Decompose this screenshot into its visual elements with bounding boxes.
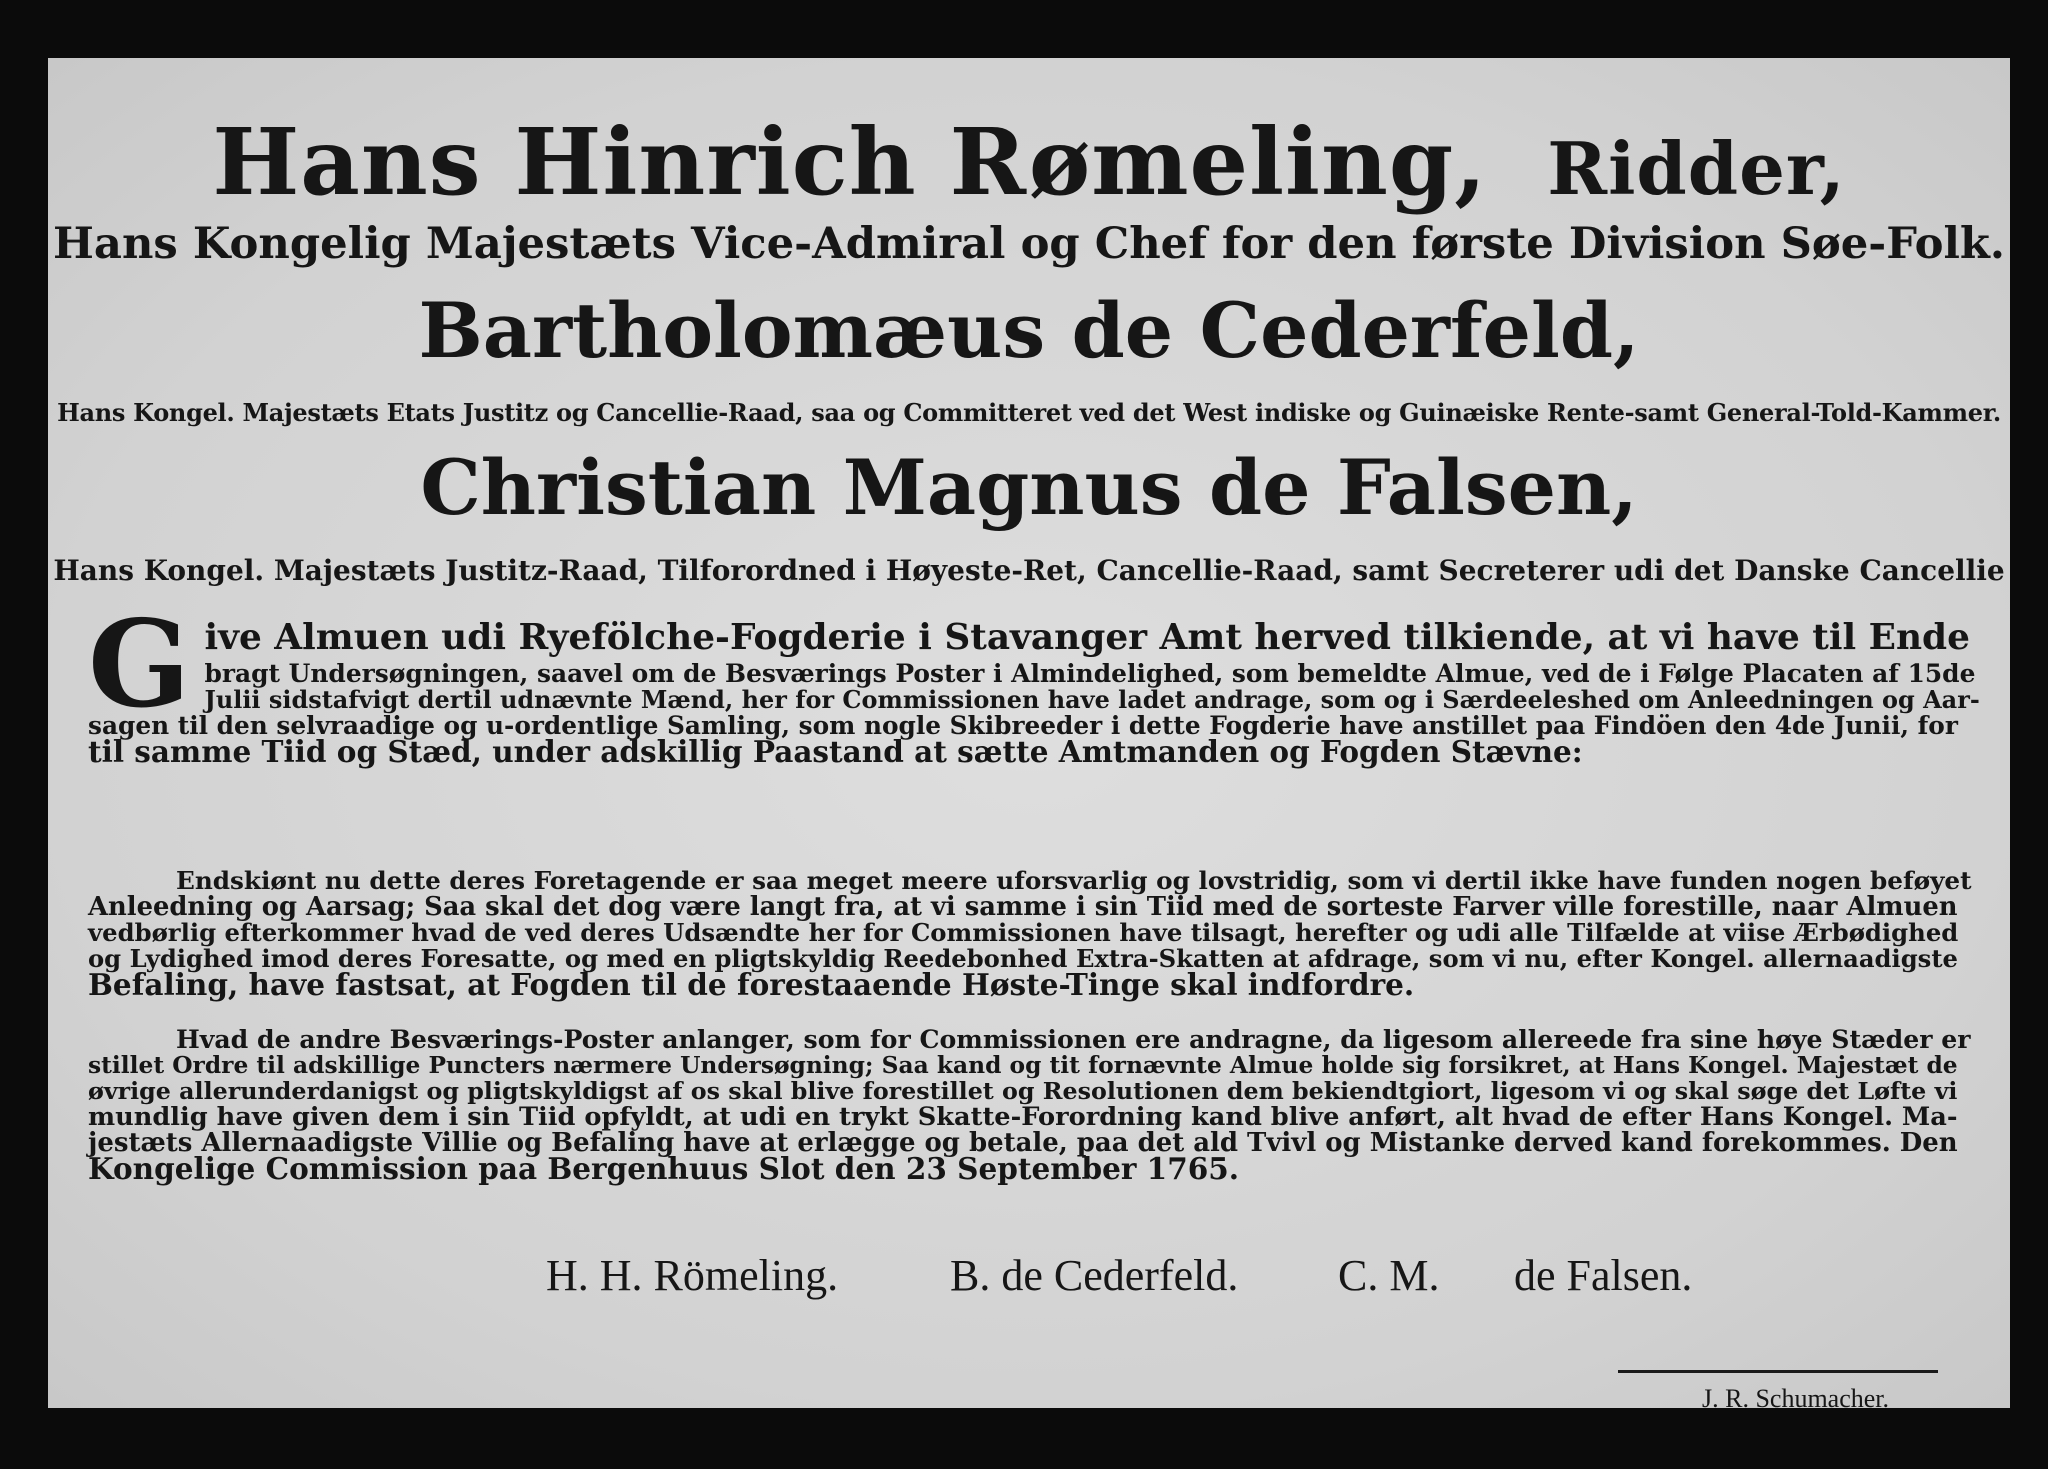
text-line: sagen til den selvraadige og u-ordentlige Samling, som nogle Skibreeder i dette Fogderie have anstillet paa Findöen den 4de Junii, for xyxy=(88,711,1958,740)
paragraph-1 xyxy=(88,594,1980,769)
text-line xyxy=(88,1024,1971,1054)
printer-rule xyxy=(1618,1370,1938,1373)
text-line: til samme Tiid og Stæd, under adskillig Paastand at sætte Amtmanden og Fogden Stævne: xyxy=(88,734,1583,769)
document-sheet xyxy=(48,58,2010,1413)
text-line-content: Endskiønt nu dette deres Foretagende er saa meget meere uforsvarlig og lovstridig, som vi dertil ikke have funden nogen beføyet xyxy=(176,866,1972,895)
text-line: jestæts Allernaadigste Villie og Befaling have at erlægge og betale, paa det ald Tvivl og Mistanke derved kand forekommes. Den xyxy=(88,1128,1958,1158)
text-line: Julii sidstafvigt dertil udnævnte Mænd, her for Commissionen have ladet andrage, som og i Særdeeleshed om Anleedningen og Aar- xyxy=(204,686,1980,714)
text-line: Befaling, have fastsat, at Fogden til de forestaaende Høste-Tinge skal indfordre. xyxy=(88,967,1415,1002)
text-line xyxy=(88,866,1972,895)
signature-romeling: H. H. Römeling. xyxy=(546,1251,839,1300)
text-line: Kongelige Commission paa Bergenhuus Slot den 23 September 1765. xyxy=(88,1151,1240,1186)
paragraph-3 xyxy=(88,1024,1971,1186)
text-line: mundlig have given dem i sin Tiid opfyldt, at udi en trykt Skatte-Forordning kand blive anført, alt hvad de efter Hans Kongel. Ma- xyxy=(88,1102,1958,1132)
text-line: og Lydighed imod deres Foresatte, og med en pligtskyldig Reedebonhed Extra-Skatten at afdrage, som vi nu, efter Kongel. allernaadigste xyxy=(88,944,1958,973)
drop-cap: G xyxy=(88,594,191,735)
title-falsen: Hans Kongel. Majestæts Justitz-Raad, Tilforordned i Høyeste-Ret, Cancellie-Raad, samt Secreterer udi det Danske Cancellie xyxy=(53,554,2005,587)
heading-name-falsen: Christian Magnus de Falsen, xyxy=(420,443,1638,532)
title-cederfeld: Hans Kongel. Majestæts Etats Justitz og Cancellie-Raad, saa og Committeret ved det West indiske og Guinæiske Rente-samt General-Told-Kammer. xyxy=(57,398,2001,427)
text-line: bragt Undersøgningen, saavel om de Besværings Poster i Almindelighed, som bemeldte Almue, ved de i Følge Placaten af 15de xyxy=(204,659,1976,688)
heading-name-cederfeld: Bartholomæus de Cederfeld, xyxy=(418,286,1640,375)
signature-falsen-surname: de Falsen. xyxy=(1514,1251,1693,1300)
text-line: Anleedning og Aarsag; Saa skal det dog være langt fra, at vi samme i sin Tiid med de sorteste Farver ville forestille, naar Almuen xyxy=(88,892,1958,922)
paragraph-1-lead: ive Almuen udi Ryefölche-Fogderie i Stavanger Amt herved tilkiende, at vi have til Ende xyxy=(204,616,1970,658)
text-line-content: Hvad de andre Besværings-Poster anlanger, som for Commissionen ere andragne, da ligesom allereede fra sine høye Stæder er xyxy=(176,1024,1971,1054)
signature-cederfeld: B. de Cederfeld. xyxy=(950,1251,1239,1300)
name-romeling: Hans Hinrich Rømeling, xyxy=(212,108,1488,216)
printer-imprint: J. R. Schumacher. xyxy=(1702,1384,1890,1413)
text-line: øvrige allerunderdanigst og pligtskyldigst af os skal blive forestillet og Resolutionen dem bekiendtgiort, ligesom vi og skal søge det Løfte vi xyxy=(88,1077,1958,1105)
title-romeling: Hans Kongelig Majestæts Vice-Admiral og Chef for den første Division Søe-Folk. xyxy=(53,218,2005,269)
paragraph-2 xyxy=(88,866,1972,1002)
ridder-title: Ridder, xyxy=(1547,126,1846,211)
heading-name-romeling xyxy=(48,108,2010,216)
text-line: vedbørlig efterkommer hvad de ved deres Udsændte her for Commissionen have tilsagt, herefter og udi alle Tilfælde at viise Ærbødighed xyxy=(88,918,1959,947)
text-line: stillet Ordre til adskillige Puncters nærmere Undersøgning; Saa kand og tit fornævnte Almue holde sig forsikret, at Hans Kongel. Majestæt de xyxy=(88,1051,1958,1079)
signature-falsen-initials: C. M. xyxy=(1338,1251,1440,1300)
